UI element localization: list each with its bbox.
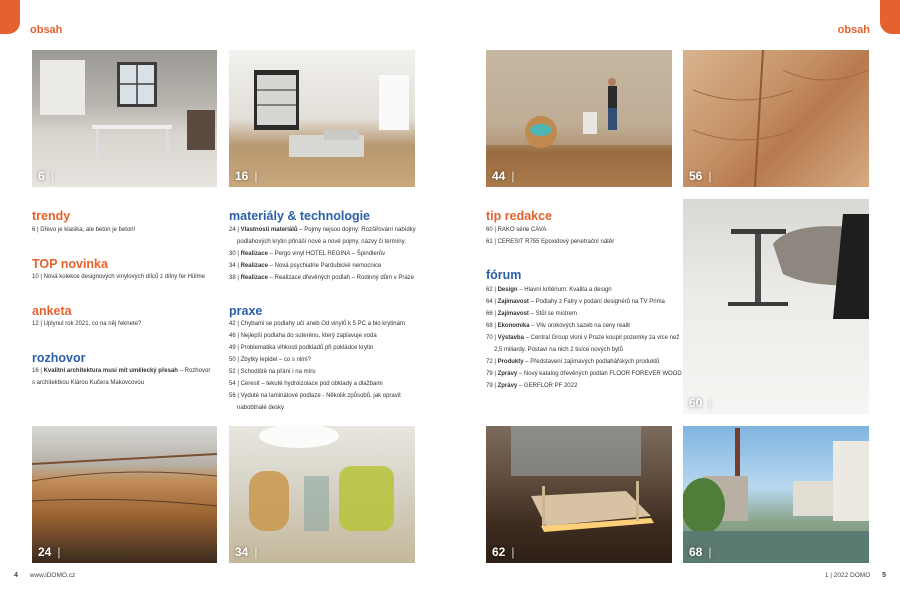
toc-entry[interactable]: 49 | Problematika vlhkosti podkladů při pokládce krytin [229,345,374,351]
toc-description: – Hlavní kritérium: Kvalita a design [517,287,612,293]
toc-page-prefix: 34 | [229,263,241,269]
toc-topic: Realizace [240,275,268,281]
toc-entry-continuation [494,344,623,356]
toc-page-prefix: 38 | [229,275,241,281]
page-number-badge: 56 | [689,169,711,183]
toc-topic: Zprávy [497,383,518,389]
section-title-forum: fórum [486,268,522,282]
toc-topic: Zprávy [497,371,518,377]
toc-page-prefix: 79 | [486,383,498,389]
toc-entry-continuation: nabobtnalé desky [237,405,285,411]
wood-grain-photo[interactable] [683,50,869,187]
footer-left [14,572,75,579]
toc-description: – Nová psychiatrie Pardubické nemocnice [267,263,382,269]
page-number-badge: 16 | [235,169,257,183]
toc-description: – GERFLOR PF 2022 [517,383,578,389]
toc-entry[interactable] [229,224,416,236]
page-number-badge: 62 | [492,545,514,559]
toc-topic: Zajímavost [497,311,529,317]
toc-entry[interactable]: 12 | Uplynul rok 2021, co na něj řeknete? [32,321,142,327]
toc-entry[interactable]: 54 | Ceresit – tekuté hydroizolace pod obklady a dlažbami [229,381,383,387]
toc-description: 2,5 miliardy. Postaví na nich 2 tisíce nových bytů [494,347,623,353]
toc-entry[interactable]: 60 | RAKO série CAVA [486,227,547,233]
page-number-badge: 6 | [38,169,54,183]
site-url[interactable]: www.iDOMO.cz [29,572,76,579]
toc-entry[interactable]: 10 | Nová kolekce designových vinylových dílců z dílny fer Hülme [32,274,205,280]
page-number-right: 5 [882,572,886,579]
section-title-materialy: materiály & technologie [229,209,371,223]
toc-entry[interactable]: 52 | Schodiště na přání i na míru [229,369,316,375]
office-photo[interactable] [32,50,217,187]
toc-page-prefix: 64 | [486,299,498,305]
toc-topic: Design [497,287,518,293]
toc-entry[interactable] [486,308,577,320]
toc-entry[interactable] [229,260,381,272]
toc-topic: Produkty [497,359,524,365]
toc-entry[interactable]: 61 | CERESIT R755 Epoxidový penetrační nátěr [486,239,615,245]
toc-page-prefix: 68 | [486,323,498,329]
toc-topic: Ekonomika [497,323,530,329]
toc-entry[interactable] [229,248,385,260]
toc-description: – Podlahy z Fatry v podání designérů na TV Prima [528,299,665,305]
toc-topic: Realizace [240,251,268,257]
toc-entry[interactable]: 50 | Zbytky lepidel – co s nimi? [229,357,311,363]
corner-tab-right [880,0,900,34]
toc-entry[interactable] [486,380,577,392]
page-number-badge: 60 | [689,396,711,410]
toc-page-prefix: 24 | [229,227,241,233]
toc-description: – Pergo vinyl HOTEL REGINA – Špindlerův [267,251,386,257]
toc-page-prefix: 72 | [486,359,498,365]
page-number-badge: 24 | [38,545,60,559]
page-number-badge: 68 | [689,545,711,559]
footer-right [825,572,886,579]
toc-description: – Realizace dřevěných podlah – Rodinný dům v Praze [267,275,415,281]
toc-description: – Pojmy nejsou dojmy: Rozšiřování nabídky [297,227,416,233]
toc-description: – Představení zajímavých podlahářských produktů [523,359,660,365]
clinic-corridor-photo[interactable] [229,426,415,563]
board-edge-photo[interactable] [32,426,217,563]
page-number-badge: 44 | [492,169,514,183]
toc-page-prefix: 16 | [32,368,44,374]
toc-entry[interactable] [229,272,414,284]
toc-entry[interactable]: 46 | Nejlepší podlaha do suterénu, který zaplavuje voda [229,333,377,339]
toc-description: – Rozhovor [177,368,211,374]
loft-woman-photo[interactable] [486,50,672,187]
section-title-tip-redakce: tip redakce [486,209,553,223]
toc-topic: Vlastnosti materiálů [240,227,298,233]
toc-page-prefix: 62 | [486,287,498,293]
toc-entry[interactable] [486,284,612,296]
toc-entry[interactable] [486,320,630,332]
toc-page-prefix: 70 | [486,335,498,341]
riverside-buildings-photo[interactable] [683,426,869,563]
page-number-badge: 34 | [235,545,257,559]
toc-page-prefix: 79 | [486,371,498,377]
toc-entry-continuation: podlahových krytin přináší nové a nové pojmy, názvy či termíny. [237,239,406,245]
white-floor-photo[interactable] [683,199,869,414]
toc-page-prefix: 66 | [486,311,498,317]
toc-entry[interactable] [486,332,679,344]
section-title-trendy: trendy [32,209,71,223]
toc-entry[interactable] [32,365,210,377]
section-title-praxe: praxe [229,304,263,318]
toc-description: – Nový katalog dřevěných podlah FLOOR FOREVER WOOD [517,371,682,377]
toc-entry[interactable] [486,296,665,308]
toc-page-prefix: 30 | [229,251,241,257]
toc-topic: Realizace [240,263,268,269]
toc-entry[interactable] [486,356,659,368]
toc-topic: Výstavba [497,335,524,341]
toc-entry[interactable] [486,368,682,380]
toc-description: – Central Group vloni v Praze koupil pozemky za více než [523,335,680,341]
toc-topic: Zajímavost [497,299,529,305]
toc-topic: Kvalitní architektura musí mít umělecký přesah [43,368,178,374]
toc-entry[interactable]: 42 | Chybami se podlahy učí aneb Od vinylů k 5 PC a bio krytinám [229,321,405,327]
section-label-right: obsah [837,24,870,36]
section-label-left: obsah [30,24,63,36]
corner-tab-left [0,0,20,34]
toc-description: – Vliv úrokových sazeb na ceny realit [529,323,630,329]
toc-entry-continuation: s architektkou Klárou Kučera Makovcovou [32,380,145,386]
toc-description: – Stůl se mistrem [528,311,577,317]
section-title-rozhovor: rozhovor [32,351,86,365]
page-number-left: 4 [14,572,18,579]
section-title-top-novinka: TOP novinka [32,257,108,271]
section-title-anketa: anketa [32,304,72,318]
living-room-photo[interactable] [229,50,415,187]
toc-entry[interactable]: 6 | Dřevo je klasika, ale beton je beton! [32,227,136,233]
issue-label: 1 | 2022 DOMO [824,572,871,579]
toc-entry[interactable]: 56 | Vyduté na laminátové podlaze - Několik způsobů, jak opravit [229,393,401,399]
glowing-bed-photo[interactable] [486,426,672,563]
